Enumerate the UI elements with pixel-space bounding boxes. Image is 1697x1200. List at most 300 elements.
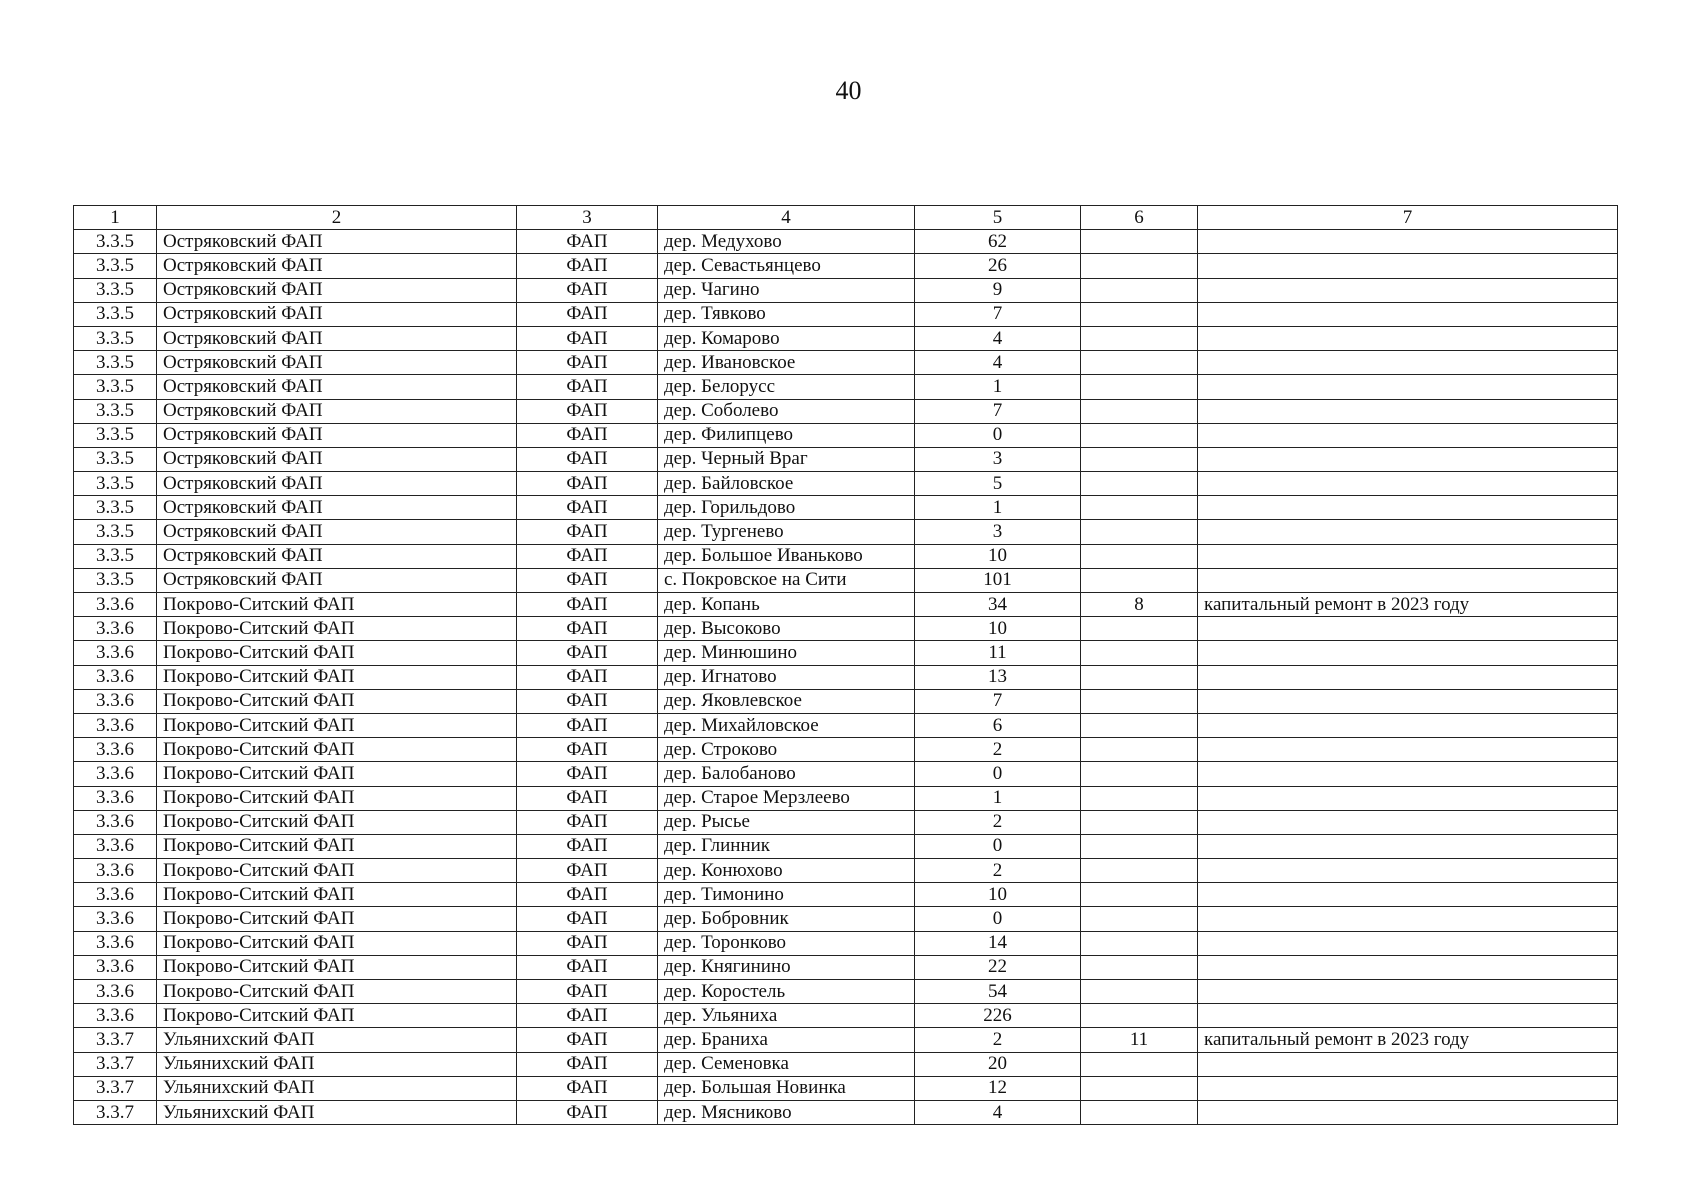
note-cell	[1198, 399, 1618, 423]
building-year-cell	[1081, 230, 1198, 254]
note-cell	[1198, 254, 1618, 278]
note-cell	[1198, 641, 1618, 665]
facility-name-cell: Ульянихский ФАП	[157, 1100, 517, 1124]
page-number: 40	[835, 76, 862, 105]
facility-name-cell: Покрово-Ситский ФАП	[157, 955, 517, 979]
note-cell	[1198, 762, 1618, 786]
facility-type-cell: ФАП	[517, 1028, 658, 1052]
settlement-cell: дер. Яковлевское	[658, 689, 915, 713]
building-year-cell	[1081, 713, 1198, 737]
table-row	[74, 568, 1618, 592]
facility-type-cell: ФАП	[517, 665, 658, 689]
row-number-cell: 3.3.5	[74, 278, 157, 302]
population-cell: 3	[915, 447, 1081, 471]
table-row	[74, 665, 1618, 689]
facility-type-cell: ФАП	[517, 568, 658, 592]
data-table	[73, 205, 1618, 1125]
row-number-cell: 3.3.5	[74, 423, 157, 447]
facility-name-cell: Остряковский ФАП	[157, 472, 517, 496]
population-cell: 12	[915, 1076, 1081, 1100]
facility-name-cell: Покрово-Ситский ФАП	[157, 907, 517, 931]
note-cell	[1198, 907, 1618, 931]
note-cell: капитальный ремонт в 2023 году	[1198, 1028, 1618, 1052]
facility-type-cell: ФАП	[517, 883, 658, 907]
note-cell	[1198, 1004, 1618, 1028]
facility-name-cell: Остряковский ФАП	[157, 254, 517, 278]
building-year-cell	[1081, 931, 1198, 955]
building-year-cell	[1081, 351, 1198, 375]
note-cell	[1198, 617, 1618, 641]
table-row	[74, 617, 1618, 641]
facility-type-cell: ФАП	[517, 1100, 658, 1124]
note-cell	[1198, 665, 1618, 689]
building-year-cell	[1081, 810, 1198, 834]
population-cell: 11	[915, 641, 1081, 665]
note-cell	[1198, 883, 1618, 907]
table-row	[74, 302, 1618, 326]
facility-type-cell: ФАП	[517, 230, 658, 254]
settlement-cell: дер. Княгинино	[658, 955, 915, 979]
facility-name-cell: Ульянихский ФАП	[157, 1028, 517, 1052]
facility-type-cell: ФАП	[517, 931, 658, 955]
row-number-cell: 3.3.6	[74, 786, 157, 810]
note-cell	[1198, 375, 1618, 399]
facility-type-cell: ФАП	[517, 1052, 658, 1076]
row-number-cell: 3.3.6	[74, 689, 157, 713]
row-number-cell: 3.3.5	[74, 472, 157, 496]
table-body	[74, 230, 1618, 1125]
building-year-cell	[1081, 472, 1198, 496]
settlement-cell: дер. Мясниково	[658, 1100, 915, 1124]
building-year-cell	[1081, 665, 1198, 689]
row-number-cell: 3.3.7	[74, 1076, 157, 1100]
note-cell	[1198, 568, 1618, 592]
facility-name-cell: Ульянихский ФАП	[157, 1052, 517, 1076]
table-row	[74, 1076, 1618, 1100]
population-cell: 7	[915, 399, 1081, 423]
settlement-cell: дер. Браниха	[658, 1028, 915, 1052]
row-number-cell: 3.3.7	[74, 1052, 157, 1076]
note-cell	[1198, 713, 1618, 737]
table-row	[74, 738, 1618, 762]
building-year-cell	[1081, 302, 1198, 326]
row-number-cell: 3.3.5	[74, 375, 157, 399]
row-number-cell: 3.3.5	[74, 447, 157, 471]
facility-name-cell: Покрово-Ситский ФАП	[157, 810, 517, 834]
header-col-1: 1	[74, 206, 157, 230]
table-row	[74, 883, 1618, 907]
facility-name-cell: Остряковский ФАП	[157, 568, 517, 592]
table-row	[74, 931, 1618, 955]
population-cell: 0	[915, 907, 1081, 931]
building-year-cell	[1081, 375, 1198, 399]
table-row	[74, 713, 1618, 737]
note-cell: капитальный ремонт в 2023 году	[1198, 593, 1618, 617]
facility-name-cell: Покрово-Ситский ФАП	[157, 980, 517, 1004]
facility-name-cell: Покрово-Ситский ФАП	[157, 713, 517, 737]
facility-name-cell: Покрово-Ситский ФАП	[157, 859, 517, 883]
facility-type-cell: ФАП	[517, 326, 658, 350]
table-row	[74, 834, 1618, 858]
population-cell: 9	[915, 278, 1081, 302]
header-col-7: 7	[1198, 206, 1618, 230]
population-cell: 226	[915, 1004, 1081, 1028]
row-number-cell: 3.3.6	[74, 641, 157, 665]
row-number-cell: 3.3.6	[74, 834, 157, 858]
note-cell	[1198, 423, 1618, 447]
population-cell: 14	[915, 931, 1081, 955]
facility-type-cell: ФАП	[517, 713, 658, 737]
facility-type-cell: ФАП	[517, 302, 658, 326]
settlement-cell: дер. Бобровник	[658, 907, 915, 931]
note-cell	[1198, 810, 1618, 834]
settlement-cell: дер. Чагино	[658, 278, 915, 302]
table-row	[74, 520, 1618, 544]
population-cell: 2	[915, 859, 1081, 883]
row-number-cell: 3.3.5	[74, 399, 157, 423]
settlement-cell: дер. Балобаново	[658, 762, 915, 786]
note-cell	[1198, 230, 1618, 254]
facility-name-cell: Остряковский ФАП	[157, 230, 517, 254]
facility-type-cell: ФАП	[517, 617, 658, 641]
population-cell: 7	[915, 302, 1081, 326]
population-cell: 1	[915, 496, 1081, 520]
building-year-cell	[1081, 1052, 1198, 1076]
row-number-cell: 3.3.6	[74, 1004, 157, 1028]
note-cell	[1198, 1100, 1618, 1124]
settlement-cell: дер. Соболево	[658, 399, 915, 423]
table-row	[74, 955, 1618, 979]
facility-name-cell: Покрово-Ситский ФАП	[157, 762, 517, 786]
facility-type-cell: ФАП	[517, 375, 658, 399]
note-cell	[1198, 738, 1618, 762]
population-cell: 4	[915, 351, 1081, 375]
population-cell: 10	[915, 544, 1081, 568]
building-year-cell	[1081, 617, 1198, 641]
note-cell	[1198, 1052, 1618, 1076]
table-row	[74, 762, 1618, 786]
facility-type-cell: ФАП	[517, 1076, 658, 1100]
population-cell: 34	[915, 593, 1081, 617]
population-cell: 20	[915, 1052, 1081, 1076]
note-cell	[1198, 278, 1618, 302]
settlement-cell: дер. Тимонино	[658, 883, 915, 907]
population-cell: 54	[915, 980, 1081, 1004]
facility-type-cell: ФАП	[517, 593, 658, 617]
building-year-cell	[1081, 423, 1198, 447]
facility-type-cell: ФАП	[517, 496, 658, 520]
note-cell	[1198, 786, 1618, 810]
facility-type-cell: ФАП	[517, 955, 658, 979]
building-year-cell	[1081, 641, 1198, 665]
table-row	[74, 1028, 1618, 1052]
settlement-cell: дер. Ульяниха	[658, 1004, 915, 1028]
row-number-cell: 3.3.6	[74, 955, 157, 979]
settlement-cell: дер. Белорусс	[658, 375, 915, 399]
facility-name-cell: Остряковский ФАП	[157, 423, 517, 447]
facility-type-cell: ФАП	[517, 980, 658, 1004]
facility-type-cell: ФАП	[517, 351, 658, 375]
table-row	[74, 859, 1618, 883]
facility-name-cell: Остряковский ФАП	[157, 399, 517, 423]
table-row	[74, 1004, 1618, 1028]
population-cell: 1	[915, 786, 1081, 810]
settlement-cell: дер. Ивановское	[658, 351, 915, 375]
settlement-cell: дер. Копань	[658, 593, 915, 617]
building-year-cell	[1081, 980, 1198, 1004]
facility-name-cell: Остряковский ФАП	[157, 326, 517, 350]
note-cell	[1198, 302, 1618, 326]
building-year-cell	[1081, 883, 1198, 907]
note-cell	[1198, 544, 1618, 568]
facility-type-cell: ФАП	[517, 544, 658, 568]
settlement-cell: дер. Черный Враг	[658, 447, 915, 471]
table-row	[74, 907, 1618, 931]
note-cell	[1198, 1076, 1618, 1100]
building-year-cell	[1081, 786, 1198, 810]
table-row	[74, 980, 1618, 1004]
facility-name-cell: Остряковский ФАП	[157, 520, 517, 544]
row-number-cell: 3.3.6	[74, 907, 157, 931]
facility-type-cell: ФАП	[517, 810, 658, 834]
facility-name-cell: Покрово-Ситский ФАП	[157, 665, 517, 689]
table-row	[74, 1100, 1618, 1124]
building-year-cell	[1081, 326, 1198, 350]
population-cell: 3	[915, 520, 1081, 544]
facility-name-cell: Остряковский ФАП	[157, 278, 517, 302]
header-row	[74, 206, 1618, 230]
settlement-cell: дер. Севастьянцево	[658, 254, 915, 278]
population-cell: 0	[915, 834, 1081, 858]
population-cell: 2	[915, 810, 1081, 834]
settlement-cell: дер. Рысье	[658, 810, 915, 834]
facility-name-cell: Покрово-Ситский ФАП	[157, 1004, 517, 1028]
facility-type-cell: ФАП	[517, 278, 658, 302]
population-cell: 5	[915, 472, 1081, 496]
table-row	[74, 326, 1618, 350]
settlement-cell: дер. Большое Иваньково	[658, 544, 915, 568]
table-row	[74, 1052, 1618, 1076]
population-cell: 1	[915, 375, 1081, 399]
population-cell: 4	[915, 326, 1081, 350]
building-year-cell	[1081, 1076, 1198, 1100]
building-year-cell	[1081, 834, 1198, 858]
population-cell: 0	[915, 762, 1081, 786]
facility-name-cell: Остряковский ФАП	[157, 496, 517, 520]
facility-name-cell: Покрово-Ситский ФАП	[157, 931, 517, 955]
table-row	[74, 810, 1618, 834]
facility-type-cell: ФАП	[517, 834, 658, 858]
population-cell: 13	[915, 665, 1081, 689]
settlement-cell: дер. Большая Новинка	[658, 1076, 915, 1100]
population-cell: 6	[915, 713, 1081, 737]
building-year-cell	[1081, 689, 1198, 713]
table-row	[74, 375, 1618, 399]
building-year-cell	[1081, 762, 1198, 786]
header-col-5: 5	[915, 206, 1081, 230]
header-col-6: 6	[1081, 206, 1198, 230]
note-cell	[1198, 980, 1618, 1004]
population-cell: 10	[915, 883, 1081, 907]
table-row	[74, 278, 1618, 302]
note-cell	[1198, 496, 1618, 520]
row-number-cell: 3.3.6	[74, 738, 157, 762]
note-cell	[1198, 326, 1618, 350]
facility-name-cell: Ульянихский ФАП	[157, 1076, 517, 1100]
facility-name-cell: Покрово-Ситский ФАП	[157, 617, 517, 641]
row-number-cell: 3.3.5	[74, 544, 157, 568]
population-cell: 101	[915, 568, 1081, 592]
table-row	[74, 399, 1618, 423]
facility-name-cell: Покрово-Ситский ФАП	[157, 786, 517, 810]
settlement-cell: дер. Филипцево	[658, 423, 915, 447]
facility-name-cell: Остряковский ФАП	[157, 302, 517, 326]
population-cell: 26	[915, 254, 1081, 278]
building-year-cell	[1081, 1004, 1198, 1028]
table-row	[74, 230, 1618, 254]
settlement-cell: с. Покровское на Сити	[658, 568, 915, 592]
note-cell	[1198, 472, 1618, 496]
row-number-cell: 3.3.7	[74, 1100, 157, 1124]
settlement-cell: дер. Комарово	[658, 326, 915, 350]
facility-name-cell: Покрово-Ситский ФАП	[157, 883, 517, 907]
building-year-cell	[1081, 254, 1198, 278]
table-row	[74, 786, 1618, 810]
row-number-cell: 3.3.6	[74, 617, 157, 641]
facility-name-cell: Остряковский ФАП	[157, 544, 517, 568]
row-number-cell: 3.3.6	[74, 859, 157, 883]
population-cell: 2	[915, 738, 1081, 762]
facility-type-cell: ФАП	[517, 641, 658, 665]
building-year-cell	[1081, 907, 1198, 931]
row-number-cell: 3.3.5	[74, 351, 157, 375]
facility-name-cell: Покрово-Ситский ФАП	[157, 738, 517, 762]
row-number-cell: 3.3.5	[74, 230, 157, 254]
building-year-cell	[1081, 859, 1198, 883]
population-cell: 0	[915, 423, 1081, 447]
facility-type-cell: ФАП	[517, 254, 658, 278]
building-year-cell	[1081, 955, 1198, 979]
table-row	[74, 689, 1618, 713]
note-cell	[1198, 447, 1618, 471]
row-number-cell: 3.3.7	[74, 1028, 157, 1052]
facility-name-cell: Остряковский ФАП	[157, 375, 517, 399]
note-cell	[1198, 834, 1618, 858]
row-number-cell: 3.3.5	[74, 254, 157, 278]
table-row	[74, 423, 1618, 447]
facility-type-cell: ФАП	[517, 786, 658, 810]
row-number-cell: 3.3.6	[74, 931, 157, 955]
row-number-cell: 3.3.6	[74, 665, 157, 689]
settlement-cell: дер. Коростель	[658, 980, 915, 1004]
population-cell: 10	[915, 617, 1081, 641]
row-number-cell: 3.3.6	[74, 980, 157, 1004]
row-number-cell: 3.3.5	[74, 302, 157, 326]
note-cell	[1198, 689, 1618, 713]
building-year-cell: 8	[1081, 593, 1198, 617]
population-cell: 7	[915, 689, 1081, 713]
building-year-cell	[1081, 520, 1198, 544]
settlement-cell: дер. Конюхово	[658, 859, 915, 883]
settlement-cell: дер. Байловское	[658, 472, 915, 496]
note-cell	[1198, 351, 1618, 375]
facility-type-cell: ФАП	[517, 447, 658, 471]
header-col-2: 2	[157, 206, 517, 230]
building-year-cell	[1081, 496, 1198, 520]
facility-name-cell: Покрово-Ситский ФАП	[157, 689, 517, 713]
table-row	[74, 351, 1618, 375]
table-row	[74, 593, 1618, 617]
settlement-cell: дер. Семеновка	[658, 1052, 915, 1076]
population-cell: 4	[915, 1100, 1081, 1124]
building-year-cell	[1081, 568, 1198, 592]
table-row	[74, 496, 1618, 520]
facility-name-cell: Покрово-Ситский ФАП	[157, 834, 517, 858]
row-number-cell: 3.3.6	[74, 883, 157, 907]
facility-name-cell: Остряковский ФАП	[157, 351, 517, 375]
facility-type-cell: ФАП	[517, 399, 658, 423]
building-year-cell	[1081, 447, 1198, 471]
header-col-4: 4	[658, 206, 915, 230]
facility-name-cell: Покрово-Ситский ФАП	[157, 641, 517, 665]
row-number-cell: 3.3.5	[74, 496, 157, 520]
row-number-cell: 3.3.5	[74, 326, 157, 350]
table-row	[74, 641, 1618, 665]
population-cell: 22	[915, 955, 1081, 979]
population-cell: 2	[915, 1028, 1081, 1052]
facility-type-cell: ФАП	[517, 1004, 658, 1028]
row-number-cell: 3.3.6	[74, 810, 157, 834]
settlement-cell: дер. Старое Мерзлеево	[658, 786, 915, 810]
facility-name-cell: Остряковский ФАП	[157, 447, 517, 471]
row-number-cell: 3.3.6	[74, 593, 157, 617]
facility-type-cell: ФАП	[517, 907, 658, 931]
row-number-cell: 3.3.5	[74, 568, 157, 592]
building-year-cell: 11	[1081, 1028, 1198, 1052]
settlement-cell: дер. Строково	[658, 738, 915, 762]
settlement-cell: дер. Медухово	[658, 230, 915, 254]
building-year-cell	[1081, 544, 1198, 568]
facility-type-cell: ФАП	[517, 423, 658, 447]
table-row	[74, 472, 1618, 496]
note-cell	[1198, 955, 1618, 979]
facility-type-cell: ФАП	[517, 762, 658, 786]
row-number-cell: 3.3.6	[74, 713, 157, 737]
row-number-cell: 3.3.6	[74, 762, 157, 786]
settlement-cell: дер. Михайловское	[658, 713, 915, 737]
settlement-cell: дер. Минюшино	[658, 641, 915, 665]
settlement-cell: дер. Торонково	[658, 931, 915, 955]
note-cell	[1198, 520, 1618, 544]
building-year-cell	[1081, 1100, 1198, 1124]
population-cell: 62	[915, 230, 1081, 254]
facility-type-cell: ФАП	[517, 472, 658, 496]
facility-type-cell: ФАП	[517, 689, 658, 713]
row-number-cell: 3.3.5	[74, 520, 157, 544]
settlement-cell: дер. Игнатово	[658, 665, 915, 689]
table-row	[74, 254, 1618, 278]
building-year-cell	[1081, 399, 1198, 423]
facility-type-cell: ФАП	[517, 738, 658, 762]
settlement-cell: дер. Тявково	[658, 302, 915, 326]
settlement-cell: дер. Тургенево	[658, 520, 915, 544]
table-row	[74, 447, 1618, 471]
table-row	[74, 544, 1618, 568]
settlement-cell: дер. Высоково	[658, 617, 915, 641]
facility-name-cell: Покрово-Ситский ФАП	[157, 593, 517, 617]
note-cell	[1198, 859, 1618, 883]
building-year-cell	[1081, 278, 1198, 302]
